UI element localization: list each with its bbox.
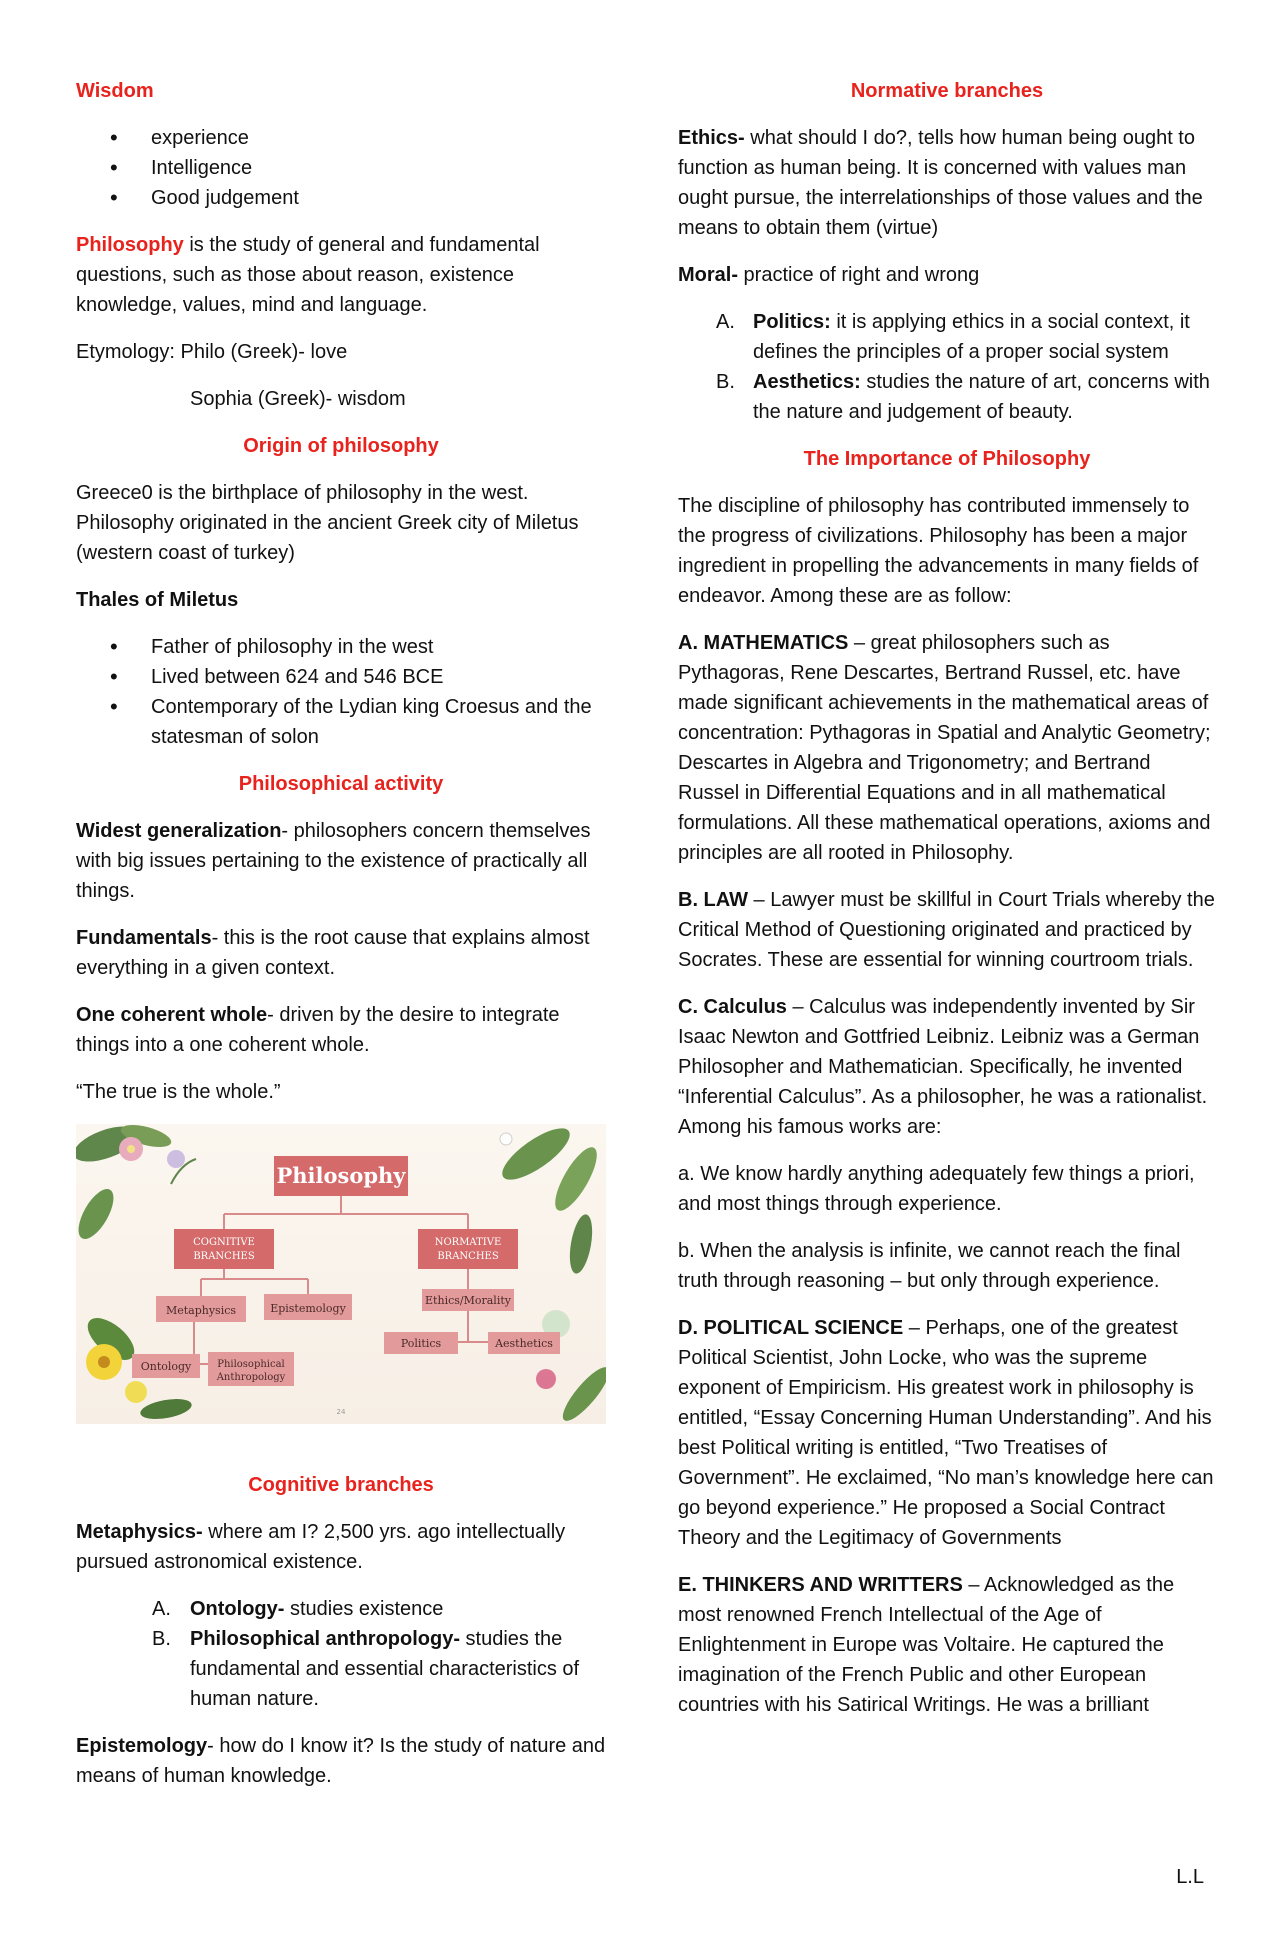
list-item: A. Politics: it is applying ethics in a social context, it defines the principles of a proper social system <box>716 311 1190 363</box>
thales-heading: Thales of Miletus <box>76 589 239 611</box>
right-column <box>678 76 1216 1737</box>
widest-generalization: Widest generalization- philosophers concern themselves with big issues pertaining to the existence of practically all things. <box>76 820 591 902</box>
wisdom-heading: Wisdom <box>76 80 154 102</box>
epistemology-paragraph: Epistemology- how do I know it? Is the study of nature and means of human knowledge. <box>76 1735 606 1787</box>
etymology-line-2: Sophia (Greek)- wisdom <box>190 388 406 410</box>
calculus-paragraph: C. Calculus – Calculus was independently invented by Sir Isaac Newton and Gottfried Leibniz. Leibniz was a German Philosopher and Mathematician. Specifically, he invented “Inferential Calculus”. As a philosopher, he was a rationalist. Among his famous works are: <box>678 996 1208 1138</box>
coherent-whole: One coherent whole- driven by the desire to integrate things into a one coherent whole. <box>76 1004 560 1056</box>
fundamentals: Fundamentals- this is the root cause that explains almost everything in a given context. <box>76 927 590 979</box>
moral-paragraph: Moral- practice of right and wrong <box>678 264 980 286</box>
importance-text: The discipline of philosophy has contributed immensely to the progress of civilizations. Philosophy has been a major ingredient in propelling the advancements in many fields of endeavor. Among these are as follow: <box>678 495 1199 607</box>
figure-ontology: Ontology <box>140 1360 192 1373</box>
normative-label-1: NORMATIVE <box>434 1237 502 1248</box>
list-item: • Intelligence <box>76 153 606 183</box>
list-item: A. Ontology- studies existence <box>152 1598 444 1620</box>
mathematics-paragraph: A. MATHEMATICS – great philosophers such as Pythagoras, Rene Descartes, Bertrand Russel, etc. have made significant achievements in the mathematical areas of concentration: Pythagoras in Spatial and Analytic Geometry; Descartes in Algebra and Trigonometry; and Bertrand Russel in Differential Equations and in all mathematical formulations. All these mathematical operations, axioms and principles are all rooted in Philosophy. <box>678 632 1211 864</box>
list-item: • Good judgement <box>76 183 606 213</box>
law-paragraph: B. LAW – Lawyer must be skillful in Court Trials whereby the Critical Method of Questioning originated and practiced by Socrates. These are essential for winning courtroom trials. <box>678 889 1215 971</box>
list-item: B. Philosophical anthropology- studies the fundamental and essential characteristics of human nature. <box>152 1628 580 1710</box>
figure-page-number: 24 <box>336 1408 346 1416</box>
flower-decoration-icon <box>76 1124 196 1244</box>
list-item: • Father of philosophy in the west <box>76 632 606 662</box>
list-item: • Lived between 624 and 546 BCE <box>76 662 606 692</box>
wisdom-list <box>76 123 606 213</box>
ethics-paragraph: Ethics- what should I do?, tells how human being ought to function as human being. It is concerned with values man ought pursue, the interrelationships of those values and the means to obtain them (virtue) <box>678 127 1203 239</box>
figure-title: Philosophy <box>276 1163 406 1188</box>
philosophy-diagram-image <box>76 1124 606 1424</box>
philosophy-term: Philosophy <box>76 234 184 256</box>
cognitive-list <box>76 1594 606 1714</box>
activity-heading: Philosophical activity <box>238 773 444 795</box>
figure-epistemology: Epistemology <box>270 1302 346 1315</box>
normative-label-2: BRANCHES <box>437 1251 499 1262</box>
thales-list <box>76 632 606 752</box>
political-science-paragraph: D. POLITICAL SCIENCE – Perhaps, one of the greatest Political Scientist, John Locke, who was the supreme exponent of Empiricism. His greatest work in philosophy is entitled, “Essay Concerning Human Understanding”. And his best Political writing is entitled, “Two Treatises of Government”. He exclaimed, “No man’s knowledge here can go beyond experience.” He proposed a Social Contract Theory and the Legitimacy of Governments <box>678 1317 1214 1549</box>
figure-phil-anthro-2: Anthropology <box>216 1372 286 1383</box>
cognitive-heading: Cognitive branches <box>248 1474 434 1496</box>
figure-metaphysics: Metaphysics <box>165 1304 237 1317</box>
figure-phil-anthro-1: Philosophical <box>217 1359 285 1370</box>
calculus-a: a. We know hardly anything adequately few things a priori, and most things through experience. <box>678 1163 1195 1215</box>
metaphysics-paragraph: Metaphysics- where am I? 2,500 yrs. ago intellectually pursued astronomical existence. <box>76 1521 566 1573</box>
calculus-b: b. When the analysis is infinite, we cannot reach the final truth through reasoning – but only through experience. <box>678 1240 1181 1292</box>
normative-list <box>678 307 1216 427</box>
normative-heading: Normative branches <box>850 80 1044 102</box>
thinkers-paragraph: E. THINKERS AND WRITTERS – Acknowledged as the most renowned French Intellectual of the Age of Enlightenment in Europe was Voltaire. He captured the imagination of the French Public and other European countries with his Satirical Writings. He was a brilliant <box>678 1574 1175 1716</box>
list-item: • Contemporary of the Lydian king Croesus and the statesman of solon <box>76 692 606 752</box>
etymology-line-1: Etymology: Philo (Greek)- love <box>76 341 348 363</box>
quote: “The true is the whole.” <box>76 1081 281 1103</box>
importance-heading: The Importance of Philosophy <box>803 448 1091 470</box>
left-column <box>76 76 606 1808</box>
cognitive-label-2: BRANCHES <box>193 1251 255 1262</box>
page-footer: L.L <box>1176 1866 1204 1888</box>
figure-politics: Politics <box>400 1337 442 1350</box>
cognitive-label-1: COGNITIVE <box>193 1237 255 1248</box>
leaf-decoration-icon <box>495 1124 606 1424</box>
philosophy-definition: Philosophy is the study of general and fundamental questions, such as those about reason, existence knowledge, values, mind and language. <box>76 234 540 316</box>
list-item: • experience <box>76 123 606 153</box>
origin-heading: Origin of philosophy <box>243 435 439 457</box>
figure-aesthetics: Aesthetics <box>495 1337 553 1350</box>
origin-text: Greece0 is the birthplace of philosophy in the west. Philosophy originated in the ancient Greek city of Miletus (western coast of turkey) <box>76 482 579 564</box>
list-item: B. Aesthetics: studies the nature of art, concerns with the nature and judgement of beauty. <box>716 371 1210 423</box>
figure-ethics: Ethics/Morality <box>425 1294 511 1307</box>
